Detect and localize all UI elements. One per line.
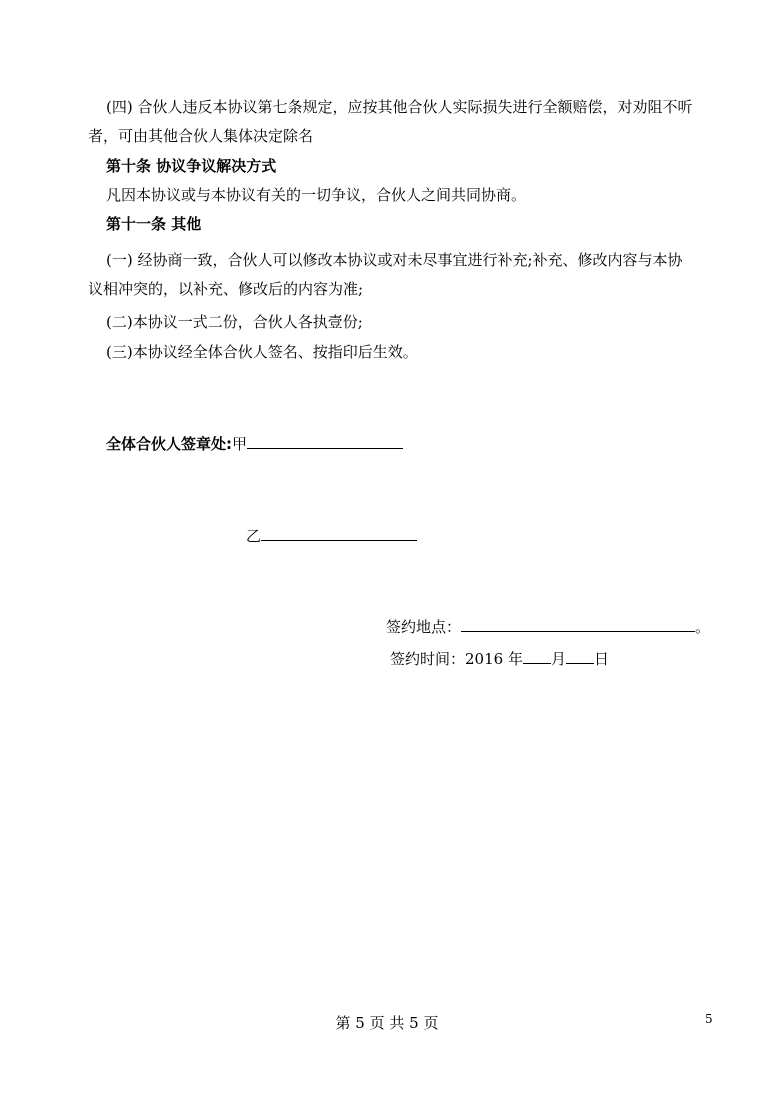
signing-date-row [390,649,609,669]
article-11-item-1-line-1: (一) 经协商一致，合伙人可以修改本协议或对未尽事宜进行补充;补充、修改内容与本协 [106,251,683,269]
clause-4-line-2: 者，可由其他合伙人集体决定除名 [88,127,314,145]
party-a-signature-line[interactable] [247,434,403,449]
signature-row-b [246,526,417,546]
signing-place-line[interactable] [461,617,695,632]
month-line[interactable] [523,649,551,664]
article-10-heading: 第十条 协议争议解决方式 [106,157,277,175]
party-b-signature-line[interactable] [261,526,417,541]
clause-4-line-1: (四) 合伙人违反本协议第七条规定，应按其他合伙人实际损失进行全额赔偿，对劝阻不听 [106,98,693,116]
party-b-label: 乙 [246,527,262,545]
article-11-item-2: (二)本协议一式二份，合伙人各执壹份; [106,313,363,331]
signing-place-label: 签约地点： [386,618,462,636]
day-label: 日 [593,650,609,668]
month-label: 月 [550,650,566,668]
page-number: 5 [705,1012,713,1026]
article-10-text: 凡因本协议或与本协议有关的一切争议，合伙人之间共同协商。 [106,186,527,204]
signing-place-end: 。 [695,618,711,636]
page-footer: 第 5 页 共 5 页 [335,1014,439,1032]
party-a-label: 甲 [232,435,248,453]
signature-row-a [106,434,403,454]
article-11-heading: 第十一条 其他 [106,215,202,233]
signing-place-row [386,617,710,637]
signature-label: 全体合伙人签章处: [106,435,232,453]
article-11-item-1-line-2: 议相冲突的，以补充、修改后的内容为准; [88,280,364,298]
signing-date-label: 签约时间：2016 年 [390,650,523,668]
day-line[interactable] [566,649,594,664]
article-11-item-3: (三)本协议经全体合伙人签名、按指印后生效。 [106,343,418,361]
